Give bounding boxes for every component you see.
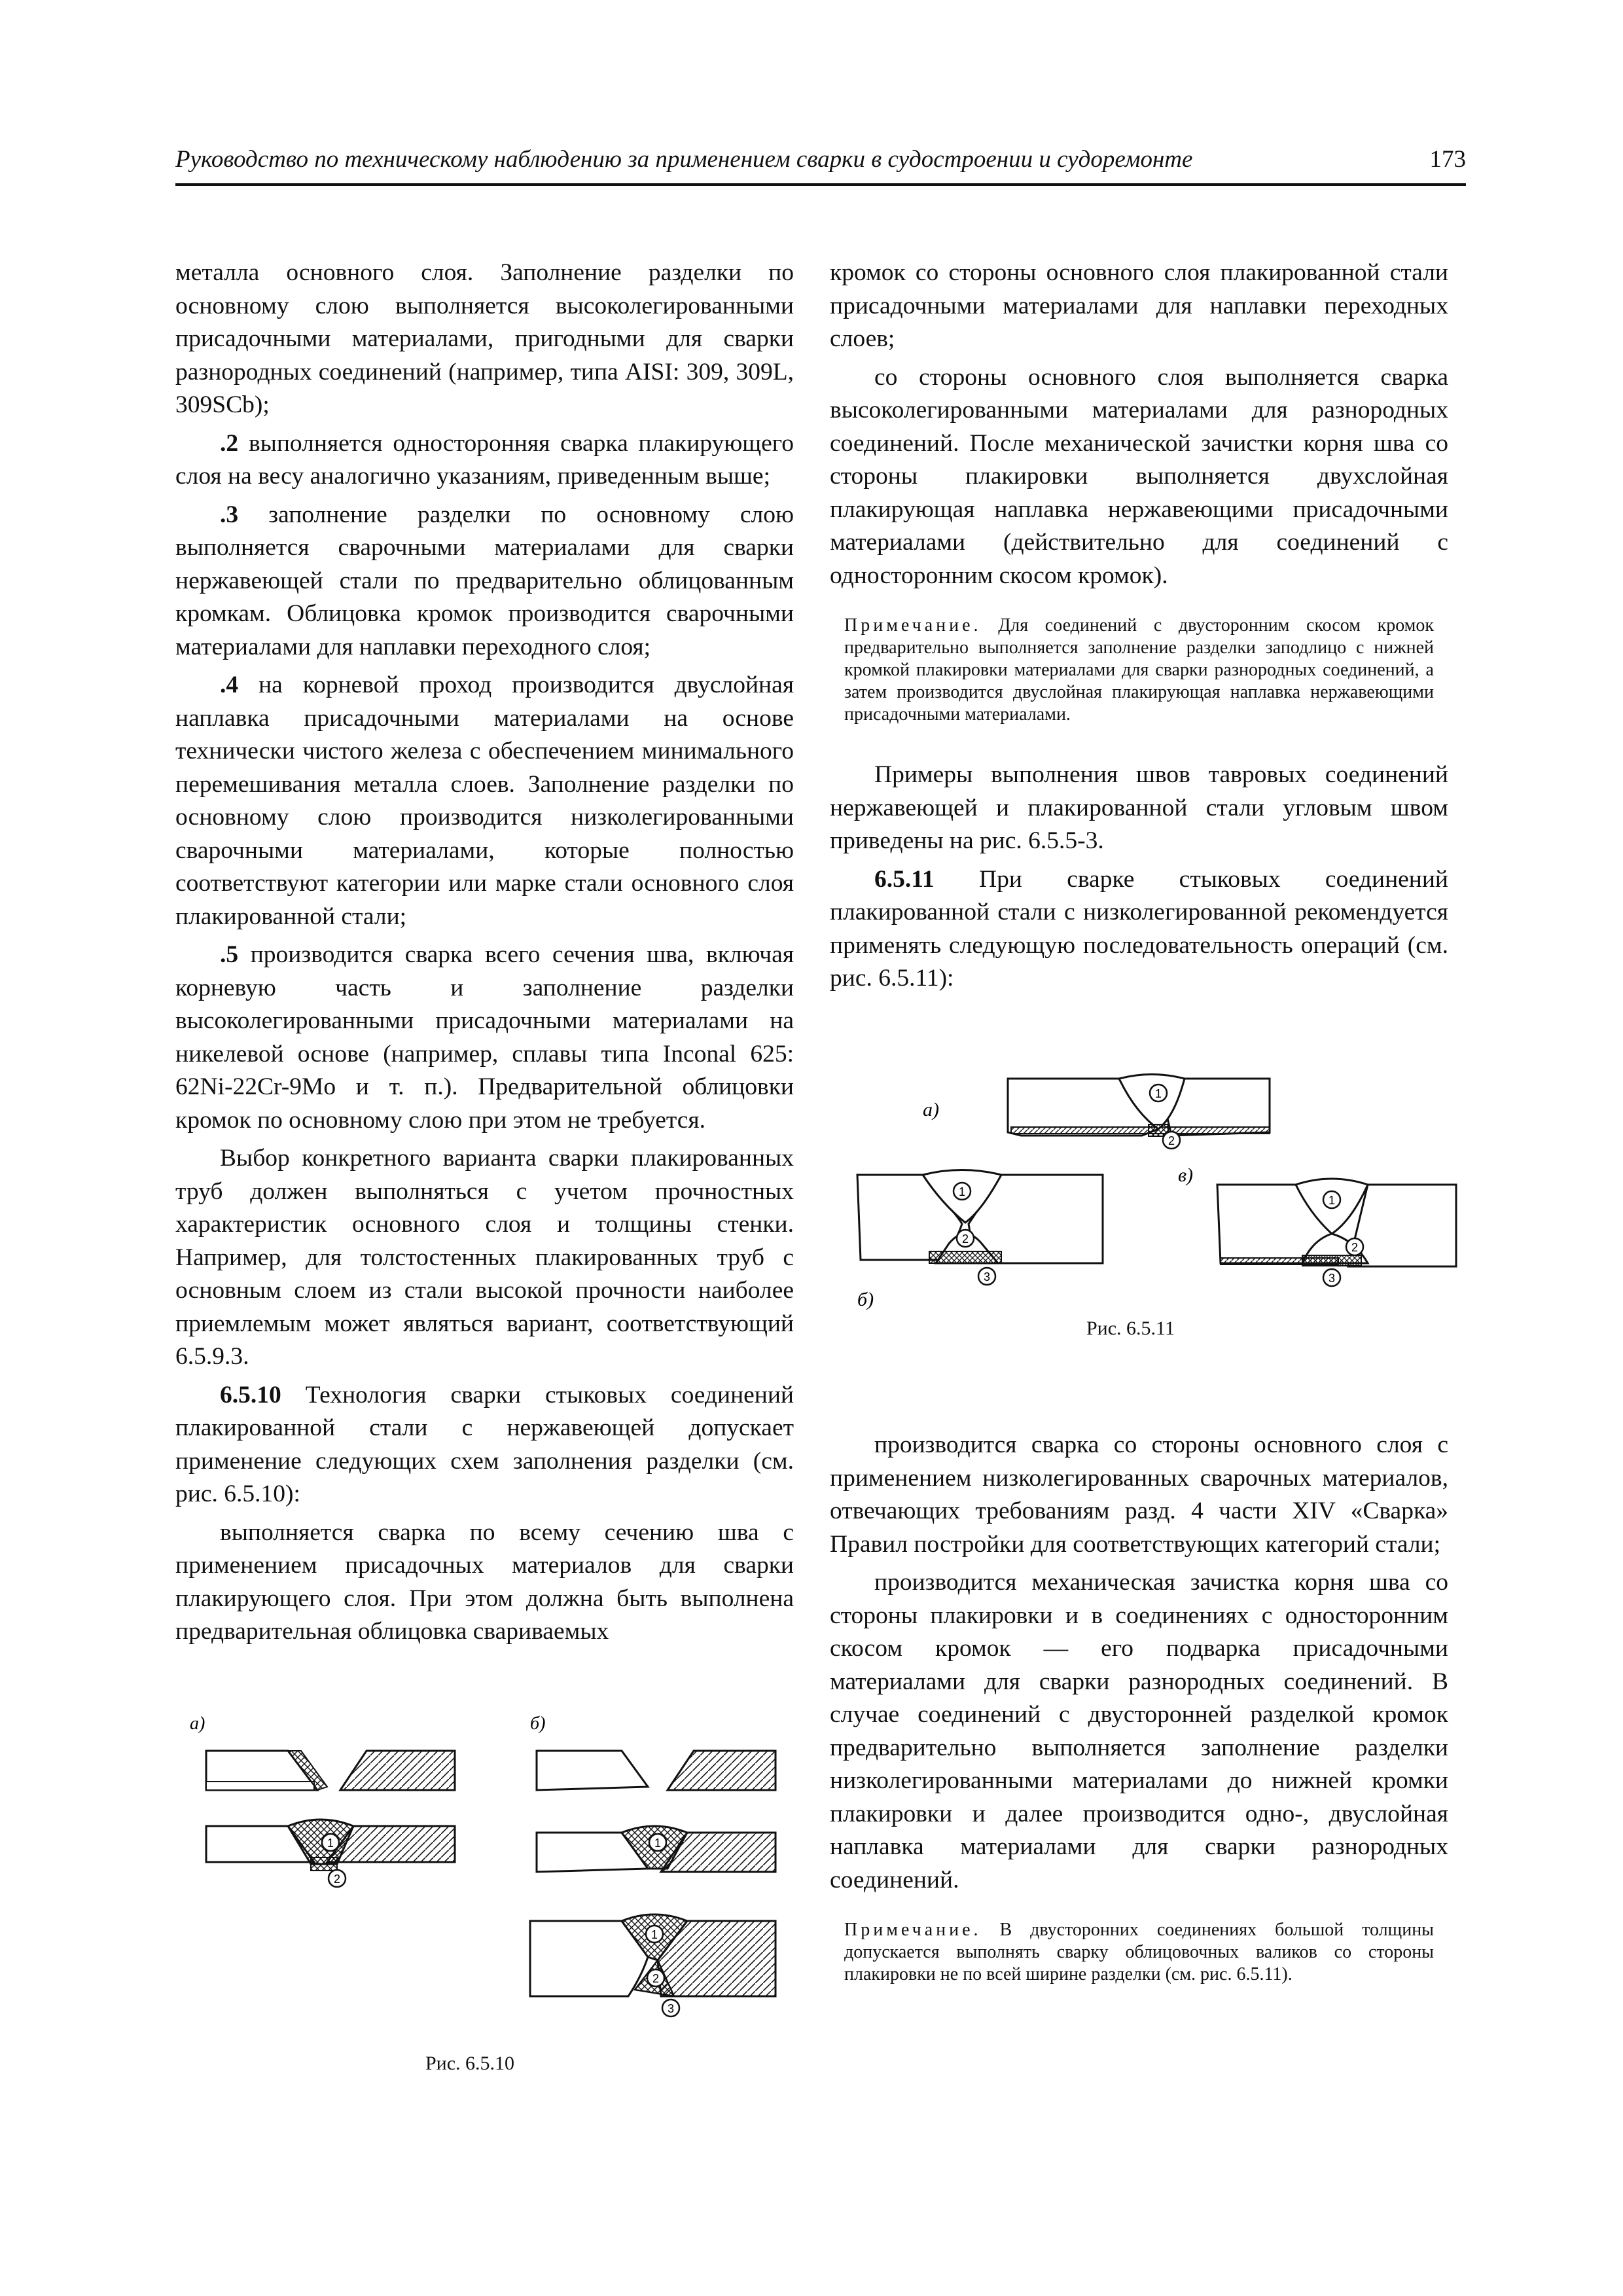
paragraph: производится механическая зачистка корня шва со стороны плакировки и в соединениях с односторонним скосом кромок — его подварка присадочными материалами для сварки разнородных соединений. В случае соединений с двусторонней разделкой кромок предварительно выполняется заполнение разделки низколегированными материалами до нижней кромки плакировки и далее производится одно-, двуслойная наплавка материалами для сварки разнородных соединений. bbox=[830, 1569, 1448, 1893]
figure-6-5-10 bbox=[190, 1708, 779, 2049]
paragraph: 6.5.11 При сварке стыковых соединений плакированной стали с низколегированной рекомендуется применять следующую последовательность операций (см. рис. 6.5.11): bbox=[830, 865, 1448, 992]
label-b: б) bbox=[857, 1289, 874, 1310]
paragraph: кромок со стороны основного слоя плакированной стали присадочными материалами для наплавки переходных слоев; bbox=[830, 259, 1448, 352]
variant-a bbox=[190, 1713, 455, 1887]
weld-label-2: 2 bbox=[652, 1972, 660, 1985]
weld-label-3: 3 bbox=[983, 1270, 991, 1283]
weld-label-2: 2 bbox=[1351, 1241, 1359, 1254]
note-lead: Примечание. bbox=[844, 615, 982, 636]
weld-label-1: 1 bbox=[651, 1928, 658, 1941]
figure-6-5-10-caption: Рис. 6.5.10 bbox=[425, 2053, 515, 2074]
paragraph: выполняется сварка по всему сечению шва с применением присадочных материалов для сварки плакирующего слоя. При этом должна быть выполнена предварительная облицовка свариваемых bbox=[175, 1518, 794, 1645]
paragraph: 6.5.10 Технология сварки стыковых соединений плакированной стали с нержавеющей допускает применение следующих схем заполнения разделки (см. рис. 6.5.10): bbox=[175, 1381, 794, 1507]
paragraph: Примеры выполнения швов тавровых соединений нержавеющей и плакированной стали угловым швом приведены на рис. 6.5.5-3. bbox=[830, 761, 1448, 854]
left-column bbox=[175, 257, 794, 1654]
weld-label-3: 3 bbox=[667, 2002, 675, 2015]
figure-6-5-10-drawing bbox=[190, 1708, 779, 2049]
joint-b bbox=[857, 1170, 1103, 1311]
note: Примечание. Для соединений с двусторонним скосом кромок предварительно выполняется заполнение разделки заподлицо с нижней кромкой плакировки материалами для сварки разнородных соединений, а затем производится двуслойная плакирующая наплавка нержавеющими присадочными материалами. bbox=[844, 615, 1434, 725]
paragraph: со стороны основного слоя выполняется сварка высоколегированными материалами для разнородных соединений. После механической зачистки корня шва со стороны плакировки выполняется двухслойная плакирующая наплавка нержавеющими присадочными материалами (действительно для соединений с односторонним скосом кромок). bbox=[830, 363, 1448, 589]
label-v: в) bbox=[1178, 1164, 1194, 1186]
note: Примечание. В двусторонних соединениях большой толщины допускается выполнять сварку облицовочных валиков со стороны плакировки не по всей ширине разделки (см. рис. 6.5.11). bbox=[844, 1920, 1434, 1984]
right-column-bottom bbox=[830, 1429, 1448, 2018]
section-number: 6.5.10 bbox=[220, 1381, 281, 1408]
paragraph: .2 выполняется односторонняя сварка плакирующего слоя на весу аналогично указаниям, приведенным выше; bbox=[175, 429, 794, 490]
weld-label-1: 1 bbox=[958, 1185, 966, 1198]
note-lead: Примечание. bbox=[844, 1920, 982, 1940]
paragraph: производится сварка со стороны основного слоя с применением низколегированных сварочных материалов, отвечающих требованиям разд. 4 части XIV «Сварка» Правил постройки для соответствующих категорий стали; bbox=[830, 1431, 1448, 1558]
joint-a bbox=[923, 1075, 1270, 1149]
running-header bbox=[175, 145, 1466, 185]
paragraph: .3 заполнение разделки по основному слою выполняется сварочными материалами для сварки нержавеющей стали по предварительно облицованным кромкам. Облицовка кромок производится сварочными материалами для наплавки переходного слоя; bbox=[175, 501, 794, 660]
item-number: .2 bbox=[220, 429, 239, 457]
item-number: .4 bbox=[220, 672, 239, 698]
weld-label-1: 1 bbox=[1328, 1194, 1336, 1207]
label-b: б) bbox=[530, 1713, 546, 1734]
paragraph: Выбор конкретного варианта сварки плакированных труб должен выполняться с учетом прочностных характеристик основного слоя и толщины стенки. Например, для толстостенных плакированных труб с основным слоем из стали высокой прочности наиболее приемлемым может являться вариант, соответствующий 6.5.9.3. bbox=[175, 1145, 794, 1370]
page-number: 173 bbox=[1429, 146, 1466, 173]
joint-v bbox=[1178, 1164, 1456, 1286]
label-a: а) bbox=[190, 1713, 205, 1734]
variant-b bbox=[530, 1713, 776, 2017]
item-number: .3 bbox=[220, 501, 239, 528]
header-rule bbox=[175, 183, 1466, 186]
weld-label-3: 3 bbox=[1328, 1272, 1336, 1285]
weld-label-1: 1 bbox=[327, 1837, 334, 1850]
figure-6-5-11-caption: Рис. 6.5.11 bbox=[1086, 1318, 1175, 1339]
weld-label-2: 2 bbox=[961, 1232, 969, 1246]
weld-label-1: 1 bbox=[654, 1837, 662, 1850]
label-a: а) bbox=[923, 1099, 939, 1121]
item-number: .5 bbox=[220, 941, 239, 968]
header-title: Руководство по техническому наблюдению за применением сварки в судостроении и судоремонте bbox=[175, 146, 1193, 173]
section-number: 6.5.11 bbox=[874, 865, 935, 893]
paragraph: металла основного слоя. Заполнение разделки по основному слою выполняется высоколегированными присадочными материалами, пригодными для сварки разнородных соединений (например, типа AISI: 309, 309L, 309SCb); bbox=[175, 259, 794, 418]
weld-label-2: 2 bbox=[1168, 1134, 1175, 1147]
weld-label-2: 2 bbox=[333, 1873, 341, 1886]
paragraph: .5 производится сварка всего сечения шва, включая корневую часть и заполнение разделки высоколегированными присадочными материалами на никелевой основе (например, сплавы типа Inconal 625: 62Ni-22Cr-9Mo и т. п.). Предварительной облицовки кромок по основному слою при этом не требуется. bbox=[175, 941, 794, 1134]
paragraph: .4 на корневой проход производится двуслойная наплавка присадочными материалами на основе технически чистого железа с обеспечением минимального перемешивания металла слоев. Заполнение разделки по основному слою производится низколегированными сварочными материалами, которые полностью соответствуют категории или марке стали основного слоя плакированной стали; bbox=[175, 672, 794, 930]
weld-label-1: 1 bbox=[1154, 1087, 1162, 1100]
right-column-top bbox=[830, 257, 1448, 1001]
figure-6-5-11-drawing bbox=[844, 1067, 1459, 1342]
figure-6-5-11 bbox=[844, 1067, 1459, 1342]
